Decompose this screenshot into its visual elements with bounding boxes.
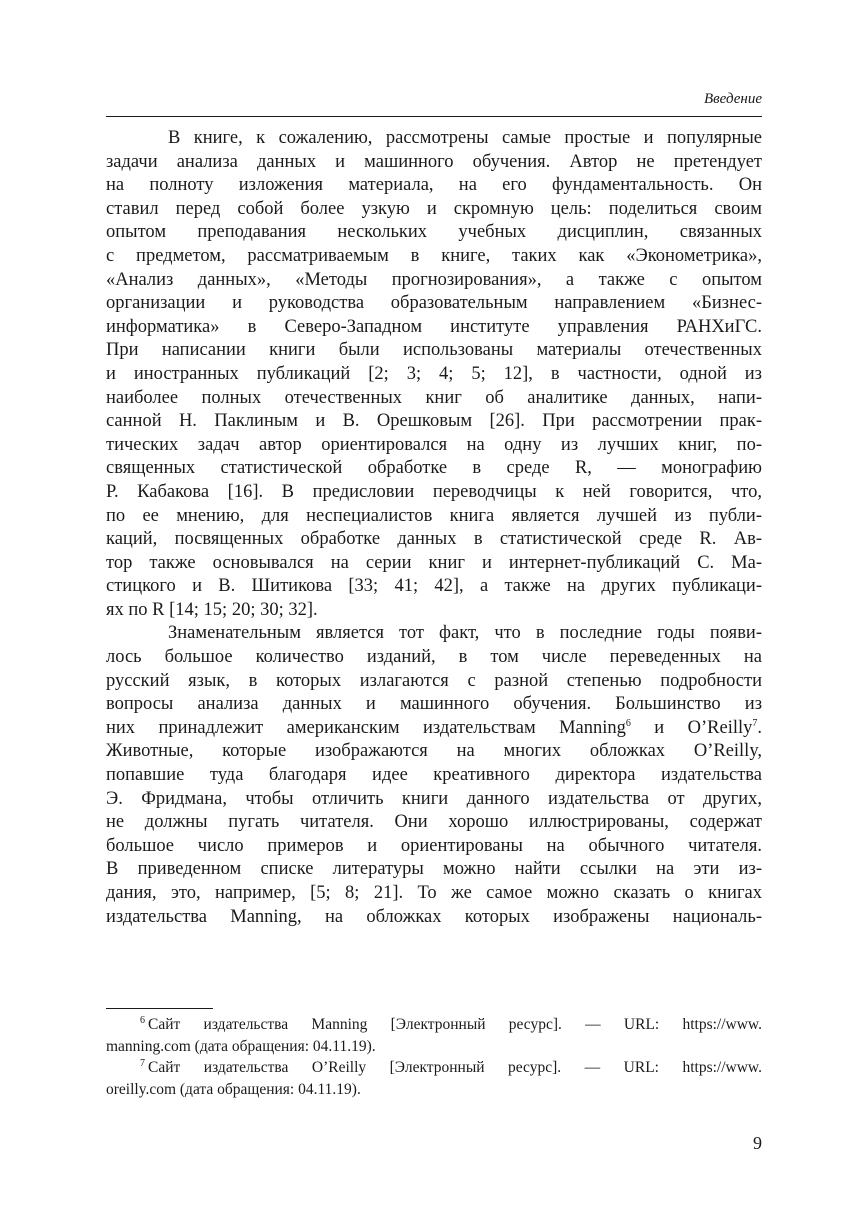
paragraph-1-line: «Анализ данных», «Методы прогнозирования», а также с опытом (106, 269, 762, 290)
footnote-7-continuation: oreilly.com (дата обращения: 04.11.19). (106, 1080, 361, 1098)
paragraph-1-line: на полноту изложения материала, на его фундаментальность. Он (106, 175, 762, 196)
paragraph-2-line: В приведенном списке литературы можно найти ссылки на эти из- (106, 859, 762, 880)
paragraph-2-line: большое число примеров и ориентированы на обычного читателя. (106, 835, 762, 856)
footnote-text: Сайт издательства O’Reilly [Электронный ресурс]. — URL: https://www. (148, 1059, 762, 1076)
running-header: Введение (704, 91, 762, 107)
paragraph-2-line: издательства Manning, на обложках которых изображены националь- (106, 906, 762, 927)
paragraph-2-line-with-refs (106, 717, 762, 741)
paragraph-1-line: ях по R [14; 15; 20; 30; 32]. (106, 599, 318, 620)
paragraph-1-line: тор также основывался на серии книг и интернет-публикаций С. Ма- (106, 552, 762, 573)
paragraph-1-line: наиболее полных отечественных книг об аналитике данных, напи- (106, 387, 762, 408)
footnote-text: Сайт издательства Manning [Электронный ресурс]. — URL: https://www. (148, 1016, 762, 1033)
paragraph-1-line: задачи анализа данных и машинного обучения. Автор не претендует (106, 151, 762, 172)
footnote-6-continuation: manning.com (дата обращения: 04.11.19). (106, 1037, 376, 1055)
paragraph-2-line: дания, это, например, [5; 8; 21]. То же самое можно сказать о книгах (106, 883, 762, 903)
paragraph-2-line: лось большое количество изданий, в том числе переведенных на (106, 647, 762, 668)
paragraph-1-line: В книге, к сожалению, рассмотрены самые простые и популярные (168, 128, 762, 148)
footnote-6 (106, 1014, 762, 1036)
header-rule (106, 116, 762, 117)
line-segment: . (757, 717, 762, 738)
paragraph-2-line: Знаменательным является тот факт, что в последние годы появи- (168, 623, 762, 644)
footnote-7 (106, 1057, 762, 1079)
line-segment: и O’Reilly (630, 717, 753, 738)
paragraph-1-line: При написании книги были использованы материалы отечественных (106, 340, 762, 361)
paragraph-2-line: вопросы анализа данных и машинного обучения. Большинство из (106, 694, 762, 715)
paragraph-1-line: ставил перед собой более узкую и скромную цель: поделиться своим (106, 198, 762, 219)
footnotes (106, 1014, 762, 1100)
paragraph-1-line: и иностранных публикаций [2; 3; 4; 5; 12], в частности, одной из (106, 363, 762, 384)
paragraph-1-line: священных статистической обработке в среде R, — монографию (106, 458, 762, 479)
paragraph-1-line: стицкого и В. Шитикова [33; 41; 42], а также на других публикаци- (106, 576, 762, 597)
paragraph-1-line: по ее мнению, для неспециалистов книга является лучшей из публи- (106, 505, 762, 526)
footnote-number: 7 (140, 1057, 145, 1069)
paragraph-1-line: информатика» в Северо-Западном институте управления РАНХиГС. (106, 316, 762, 337)
paragraph-2-line: Э. Фридмана, чтобы отличить книги данного издательства от других, (106, 788, 762, 809)
main-text (106, 127, 762, 929)
paragraph-2-line: не должны пугать читателя. Они хорошо иллюстрированы, содержат (106, 812, 762, 833)
paragraph-1-line: опытом преподавания нескольких учебных дисциплин, связанных (106, 222, 762, 243)
line-segment: них принадлежит американским издательствам Manning (106, 717, 626, 738)
footnote-separator (106, 1008, 213, 1009)
footnote-number: 6 (140, 1014, 145, 1026)
paragraph-1-line: тических задач автор ориентировался на одну из лучших книг, по- (106, 434, 762, 455)
page-number: 9 (753, 1133, 762, 1153)
paragraph-1-line: организации и руководства образовательным направлением «Бизнес- (106, 293, 762, 314)
footnote-ref-6[interactable]: 6 (625, 717, 631, 729)
paragraph-1-line: с предметом, рассматриваемым в книге, таких как «Эконометрика», (106, 245, 762, 266)
paragraph-2-line: Животные, которые изображаются на многих обложках O’Reilly, (106, 741, 762, 762)
paragraph-2-line: попавшие туда благодаря идее креативного директора издательства (106, 765, 762, 786)
footnote-ref-7[interactable]: 7 (752, 717, 758, 729)
paragraph-2-line: русский язык, в которых излагаются с разной степенью подробности (106, 670, 762, 691)
paragraph-1-line: Р. Кабакова [16]. В предисловии переводчицы к ней говорится, что, (106, 481, 762, 502)
paragraph-1-line: каций, посвященных обработке данных в статистической среде R. Ав- (106, 529, 762, 550)
paragraph-1-line: санной Н. Паклиным и В. Орешковым [26]. При рассмотрении прак- (106, 411, 762, 432)
